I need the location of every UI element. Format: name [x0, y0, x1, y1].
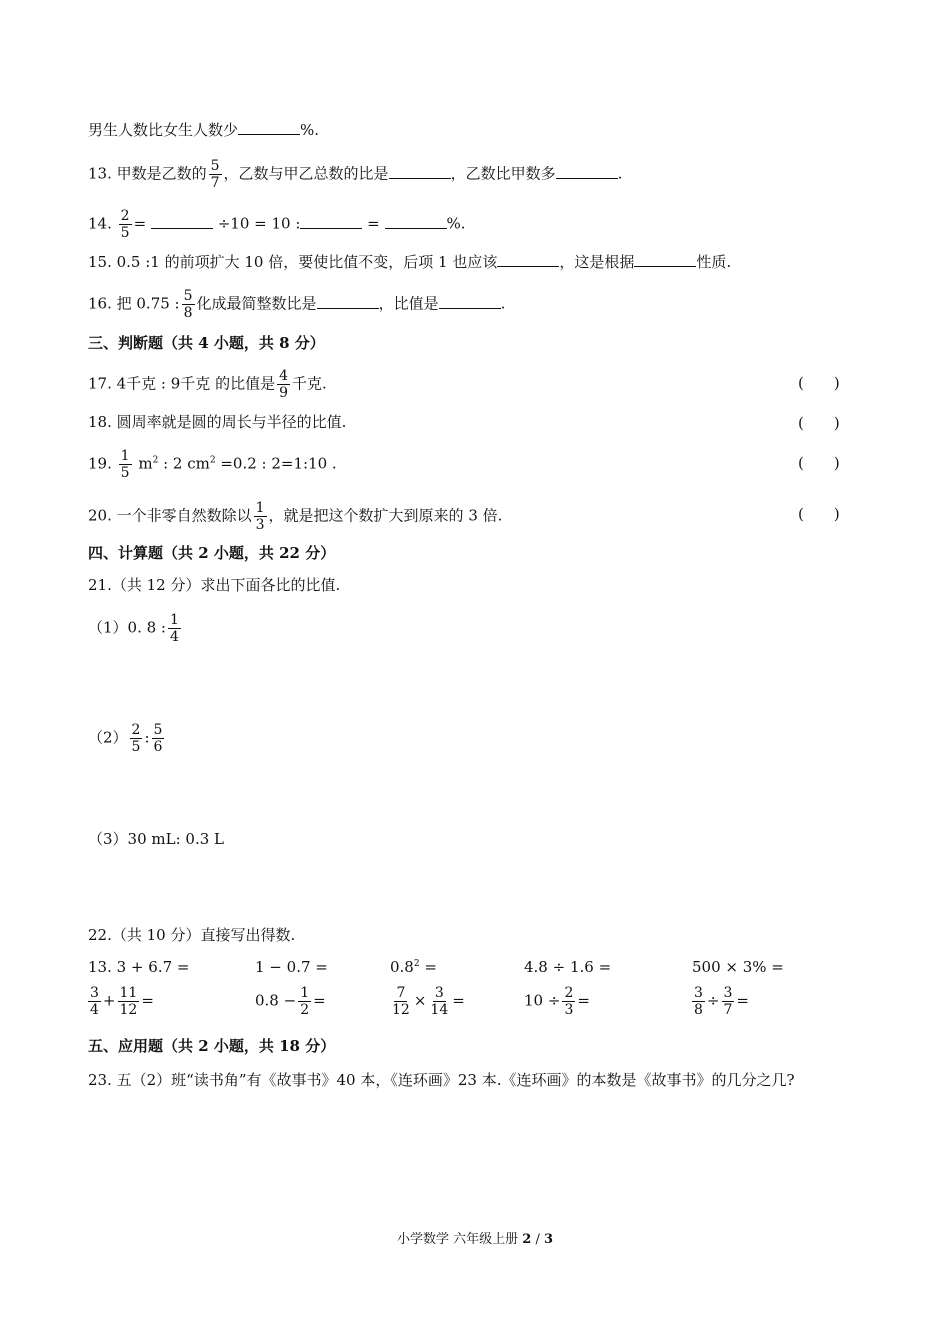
- calc-item: [690, 985, 749, 1018]
- answer-paren-17[interactable]: ( ): [798, 374, 840, 392]
- numerator: 2: [564, 985, 574, 1001]
- denominator: 7: [210, 175, 220, 191]
- q14-eq2: =: [367, 214, 380, 233]
- page-number: 2: [522, 1232, 532, 1247]
- base: 0.8: [390, 958, 414, 976]
- fraction: [298, 985, 311, 1018]
- equals: =: [736, 991, 749, 1010]
- operator: ÷: [706, 991, 720, 1010]
- denominator: 5: [120, 225, 130, 241]
- q14-prefix: 14.: [88, 214, 112, 233]
- calc-prefix: 0.8 −: [255, 991, 297, 1010]
- answer-blank[interactable]: [238, 120, 300, 135]
- denominator: 2: [300, 1002, 310, 1018]
- calc-item: 13. 3 + 6.7 =: [88, 958, 190, 976]
- denominator: 3: [564, 1002, 574, 1018]
- answer-blank[interactable]: [151, 214, 213, 229]
- fraction: [119, 208, 132, 241]
- numerator: 2: [131, 722, 141, 738]
- numerator: 2: [120, 208, 130, 224]
- denominator: 7: [723, 1002, 733, 1018]
- q12-tail: %.: [300, 121, 320, 139]
- numerator: 1: [300, 985, 310, 1001]
- question-19: [88, 448, 337, 481]
- calc-item: 500 × 3% =: [692, 958, 784, 976]
- denominator: 8: [183, 305, 193, 321]
- q13-mid: ，乙数与甲乙总数的比是: [223, 164, 389, 183]
- question-16: [88, 288, 505, 321]
- q13-tail: .: [617, 164, 623, 183]
- equals: =: [452, 991, 465, 1010]
- footer-label: 小学数学 六年级上册: [396, 1232, 519, 1247]
- fraction: [428, 985, 450, 1018]
- numerator: 3: [90, 985, 99, 1001]
- denominator: 12: [392, 1002, 410, 1018]
- part1-label: （1）0. 8 :: [88, 618, 166, 637]
- fraction: [130, 722, 143, 755]
- q14-mid: ÷10 = 10 :: [217, 214, 301, 233]
- numerator: 1: [255, 500, 265, 516]
- q17-tail: 千克.: [292, 374, 327, 393]
- question-14: [88, 208, 466, 241]
- q14-eq: =: [133, 214, 147, 233]
- question-17: [88, 368, 327, 401]
- numerator: 1: [120, 448, 130, 464]
- equals: =: [419, 958, 437, 976]
- q20-tail: ，就是把这个数扩大到原来的 3 倍.: [268, 506, 503, 525]
- superscript: 2: [209, 455, 216, 466]
- q13-mid2: ，乙数比甲数多: [450, 164, 556, 183]
- q15-tail: 性质.: [696, 253, 732, 271]
- answer-blank[interactable]: [385, 214, 447, 229]
- numerator: 3: [723, 985, 733, 1001]
- denominator: 9: [279, 385, 288, 401]
- calc-item: [86, 985, 154, 1018]
- fraction: [168, 612, 181, 645]
- answer-blank[interactable]: [317, 294, 379, 309]
- q19-mid: : 2 cm: [158, 454, 210, 473]
- q16-mid2: ，比值是: [378, 294, 439, 313]
- calc-item: [388, 985, 465, 1018]
- question-21-part1: [88, 612, 183, 645]
- numerator: 3: [434, 985, 444, 1001]
- denominator: 8: [694, 1002, 703, 1018]
- superscript: 2: [413, 959, 420, 969]
- equals: =: [313, 991, 326, 1010]
- calc-item: [524, 985, 590, 1018]
- question-22-title: 22.（共 10 分）直接写出得数.: [88, 926, 296, 944]
- numerator: 1: [170, 612, 179, 628]
- q20-prefix: 20. 一个非零自然数除以: [88, 506, 252, 525]
- unit-m: m: [138, 454, 153, 473]
- question-21-part2: [88, 722, 166, 755]
- superscript: 2: [152, 455, 159, 466]
- calc-prefix: 10 ÷: [524, 991, 561, 1010]
- fraction: [692, 985, 705, 1018]
- operator: +: [102, 991, 116, 1010]
- denominator: 4: [170, 629, 179, 645]
- denominator: 5: [131, 739, 141, 755]
- numerator: 7: [396, 985, 406, 1001]
- denominator: 14: [430, 1002, 449, 1018]
- answer-paren-20[interactable]: ( ): [798, 505, 840, 523]
- question-23: 23. 五（2）班“读书角”有《故事书》40 本，《连环画》23 本.《连环画》的本数是《故事书》的几分之几?: [88, 1071, 795, 1089]
- denominator: 4: [90, 1002, 99, 1018]
- fraction: [118, 985, 140, 1018]
- question-18: 18. 圆周率就是圆的周长与半径的比值.: [88, 413, 347, 431]
- denominator: 5: [120, 465, 130, 481]
- question-21-title: 21.（共 12 分）求出下面各比的比值.: [88, 576, 341, 594]
- fraction: [562, 985, 575, 1018]
- numerator: 3: [694, 985, 703, 1001]
- answer-blank[interactable]: [389, 164, 451, 179]
- page-separator: /: [531, 1232, 544, 1247]
- fraction: [254, 500, 267, 533]
- denominator: 12: [119, 1002, 138, 1018]
- question-21-part3: （3）30 mL: 0.3 L: [88, 830, 224, 848]
- q15-prefix: 15. 0.5 :1 的前项扩大 10 倍，要使比值不变，后项 1 也应该: [88, 253, 498, 271]
- q12-text: 男生人数比女生人数少: [88, 121, 239, 139]
- q16-tail: .: [500, 294, 506, 313]
- fraction: [277, 368, 290, 401]
- q16-mid: 化成最简整数比是: [196, 294, 317, 313]
- fraction: [88, 985, 101, 1018]
- numerator: 5: [153, 722, 163, 738]
- calc-item: [255, 985, 326, 1018]
- fraction: [182, 288, 195, 321]
- answer-paren-19[interactable]: ( ): [798, 454, 840, 472]
- denominator: 3: [255, 517, 265, 533]
- fraction: [390, 985, 412, 1018]
- equals: =: [577, 991, 590, 1010]
- q13-prefix: 13. 甲数是乙数的: [88, 164, 207, 183]
- q12-continuation: [88, 120, 319, 140]
- operator: ×: [413, 991, 427, 1010]
- denominator: 6: [153, 739, 163, 755]
- question-20: [88, 500, 502, 533]
- q17-prefix: 17. 4千克 : 9千克 的比值是: [88, 374, 276, 393]
- answer-paren-18[interactable]: ( ): [798, 414, 840, 432]
- answer-blank[interactable]: [497, 252, 559, 267]
- section-heading-application: 五、应用题（共 2 小题，共 18 分）: [88, 1037, 336, 1055]
- fraction: [722, 985, 735, 1018]
- numerator: 5: [210, 158, 220, 174]
- equals: =: [141, 991, 154, 1010]
- ratio-colon: :: [144, 728, 150, 747]
- q15-mid: ，这是根据: [559, 253, 635, 271]
- answer-blank[interactable]: [439, 294, 501, 309]
- question-13: [88, 158, 622, 191]
- numerator: 11: [119, 985, 138, 1001]
- answer-blank[interactable]: [556, 164, 618, 179]
- fraction: [119, 448, 132, 481]
- section-heading-judgement: 三、判断题（共 4 小题，共 8 分）: [88, 334, 325, 352]
- numerator: 5: [183, 288, 193, 304]
- calc-item: 1 − 0.7 =: [255, 958, 328, 976]
- answer-blank[interactable]: [634, 252, 696, 267]
- answer-blank[interactable]: [300, 214, 362, 229]
- numerator: 4: [279, 368, 288, 384]
- calc-item: 4.8 ÷ 1.6 =: [524, 958, 612, 976]
- question-15: [88, 252, 731, 272]
- fraction: [152, 722, 165, 755]
- page-total: 3: [543, 1232, 554, 1247]
- part2-label: （2）: [88, 728, 128, 747]
- q16-prefix: 16. 把 0.75 :: [88, 294, 180, 313]
- fraction: [209, 158, 222, 191]
- calc-item: [390, 958, 437, 976]
- q19-prefix: 19.: [88, 454, 112, 473]
- section-heading-calculation: 四、计算题（共 2 小题，共 22 分）: [88, 544, 336, 562]
- q14-tail: %.: [446, 214, 466, 233]
- q19-tail: =0.2 : 2=1:10 .: [215, 454, 337, 473]
- page-footer: [0, 1228, 950, 1247]
